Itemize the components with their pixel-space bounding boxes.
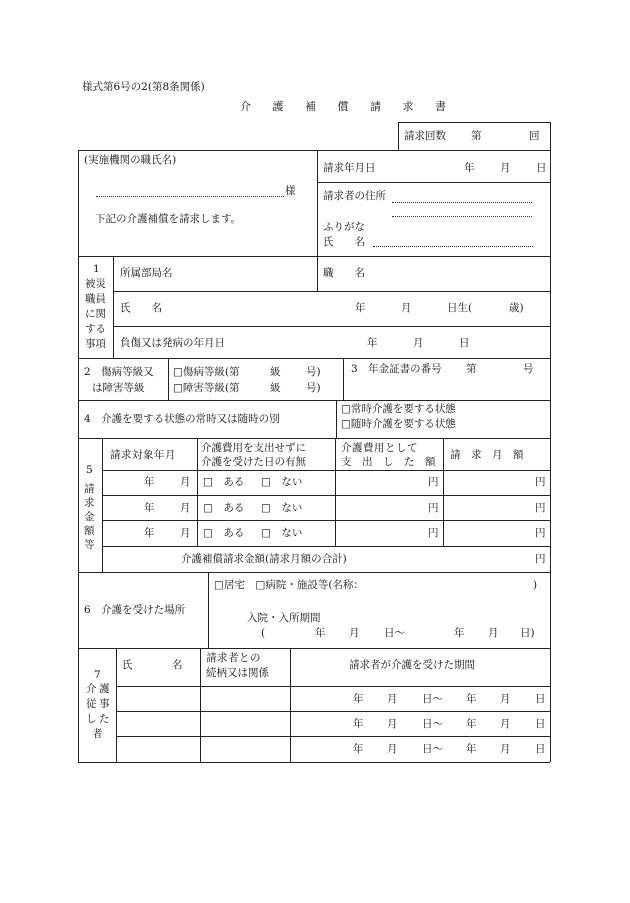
s5-head-flag-2: 介護を受けた日の有無 (201, 456, 306, 468)
claim-date-label: 請求年月日 (323, 162, 376, 174)
s7-head-rel-2: 続柄又は関係 (206, 667, 269, 679)
s7-row-day2: 日 (535, 718, 546, 730)
s6-period-day2: 日) (520, 627, 535, 639)
s5-row-yen-paid: 円 (428, 476, 439, 488)
s7-head-period: 請求者が介護を受けた期間 (349, 659, 475, 671)
s5-label-5: 額 (84, 525, 95, 537)
s5-row-year: 年 (144, 527, 155, 539)
claim-date-month: 月 (500, 162, 511, 174)
birth-year: 年 (355, 302, 366, 314)
s7-head-name: 氏 名 (122, 659, 185, 671)
s5-row-month: 月 (180, 502, 191, 514)
s5-row-aru: □ ある (203, 527, 245, 539)
claim-date-year: 年 (464, 162, 475, 174)
s5-row-yen-paid: 円 (428, 502, 439, 514)
applicant-furigana: ふりがな (323, 221, 365, 233)
s5-head-month: 請求対象年月 (110, 449, 176, 461)
s2-opt1: □傷病等級(第 (173, 366, 240, 378)
s1-label-1: 1 (93, 263, 100, 275)
s5-row-yen-claim: 円 (535, 502, 546, 514)
s5-row-year: 年 (144, 502, 155, 514)
s7-row-year: 年 (353, 743, 364, 755)
s2-label-1: 2 傷病等級又 (84, 366, 154, 378)
s3-go: 号 (523, 363, 534, 375)
s5-row-aru: □ ある (203, 476, 245, 488)
s7-row-month2: 月 (500, 693, 511, 705)
s5-head-flag-1: 介護費用を支出せずに (201, 442, 306, 454)
s6-options-close: ) (533, 579, 538, 591)
s2-opt2-kyu: 級 (270, 382, 281, 394)
s5-row-year: 年 (144, 476, 155, 488)
s7-row-month: 月 (387, 743, 398, 755)
s5-total-label: 介護補償請求金額(請求月額の合計) (181, 553, 347, 565)
s5-label-1: 5 (86, 464, 93, 476)
s5-row-nai: □ ない (261, 502, 303, 514)
claim-date-day: 日 (536, 162, 547, 174)
s7-row-year2: 年 (466, 718, 477, 730)
s2-opt2-go: 号) (306, 382, 321, 394)
s1-label-2: 被災 (85, 278, 106, 290)
s7-row-year2: 年 (466, 693, 477, 705)
s7-label-6: し (86, 713, 97, 725)
addressee-label: (実施機関の職氏名) (84, 154, 177, 166)
s7-row-day: 日〜 (422, 718, 443, 730)
s7-row-month2: 月 (500, 718, 511, 730)
s5-head-paid-2: 支 出 し た 額 (341, 456, 436, 468)
claim-count-label: 請求回数 (404, 130, 446, 142)
injury-day: 日 (459, 337, 470, 349)
s7-label-8: 者 (92, 728, 103, 740)
s4-label: 4 介護を要する状態の常時又は随時の別 (84, 413, 280, 425)
s1-label-4: に関 (85, 308, 106, 320)
s7-row-month: 月 (387, 693, 398, 705)
s7-head-rel-1: 請求者との (206, 652, 261, 664)
s5-row-month: 月 (180, 476, 191, 488)
injury-year: 年 (367, 337, 378, 349)
s7-row-year2: 年 (466, 743, 477, 755)
s7-label-2: 介 (86, 683, 97, 695)
s5-head-claim: 請 求 月 額 (450, 449, 524, 461)
applicant-name-label: 氏 名 (323, 236, 365, 248)
s4-opt2: □随時介護を要する状態 (341, 418, 456, 430)
s7-row-day: 日〜 (422, 693, 443, 705)
s5-label-3: 求 (84, 497, 95, 509)
s5-label-4: 金 (84, 511, 95, 523)
s5-row-yen-paid: 円 (428, 527, 439, 539)
s1-label-6: 事項 (85, 338, 106, 350)
s7-row-month: 月 (387, 718, 398, 730)
claim-count-dai: 第 (471, 130, 482, 142)
s1-label-5: する (85, 323, 106, 335)
post-label: 職 名 (323, 267, 365, 279)
claim-statement: 下記の介護補償を請求します。 (95, 213, 242, 225)
s5-label-6: 等 (84, 539, 95, 551)
form-number: 様式第6号の2(第8条関係) (82, 81, 205, 93)
s7-row-year: 年 (353, 693, 364, 705)
s3-dai: 第 (466, 363, 477, 375)
s7-row-month2: 月 (500, 743, 511, 755)
age-sai: 歳) (509, 302, 524, 314)
s6-period-month1: 月 (349, 627, 360, 639)
s5-row-nai: □ ない (261, 476, 303, 488)
s5-label-2: 請 (84, 483, 95, 495)
s7-label-1: 7 (94, 669, 101, 681)
s6-period-year1: 年 (315, 627, 326, 639)
s5-row-aru: □ ある (203, 502, 245, 514)
s7-row-day2: 日 (535, 693, 546, 705)
s7-row-day2: 日 (535, 743, 546, 755)
s2-opt2: □障害等級(第 (173, 382, 240, 394)
s5-row-yen-claim: 円 (535, 527, 546, 539)
form-title: 介 護 補 償 請 求 書 (240, 100, 455, 113)
birth-month: 月 (401, 302, 412, 314)
s2-opt1-kyu: 級 (270, 366, 281, 378)
s6-period-year2: 年 (454, 627, 465, 639)
s6-label: 6 介護を受けた場所 (84, 604, 186, 616)
s7-row-day: 日〜 (422, 743, 443, 755)
injury-date-label: 負傷又は発病の年月日 (120, 337, 225, 349)
s7-label-5: 事 (99, 698, 110, 710)
dept-label: 所属部局名 (120, 267, 173, 279)
birth-day: 日生( (447, 302, 473, 314)
s3-label: 3 年金証書の番号 (351, 363, 442, 375)
s7-label-3: 護 (99, 683, 110, 695)
victim-name-label: 氏 名 (120, 302, 162, 314)
s6-options: □居宅 □病院・施設等(名称： (214, 579, 364, 591)
s7-row-year: 年 (353, 718, 364, 730)
s5-row-yen-claim: 円 (535, 476, 546, 488)
s7-label-4: 従 (86, 698, 97, 710)
s5-total-yen: 円 (535, 553, 546, 565)
injury-month: 月 (413, 337, 424, 349)
s4-opt1: □常時介護を要する状態 (341, 403, 456, 415)
s5-row-nai: □ ない (261, 527, 303, 539)
s5-head-paid-1: 介護費用として (341, 442, 418, 454)
s1-label-3: 職員 (85, 293, 106, 305)
s2-label-2: は障害等級 (92, 382, 145, 394)
s6-period-day1: 日〜 (384, 627, 405, 639)
s6-period-open: ( (261, 627, 266, 639)
s7-label-7: た (99, 713, 110, 725)
s6-period-label: 入院・入所期間 (247, 612, 321, 624)
s6-period-month2: 月 (488, 627, 499, 639)
s2-opt1-go: 号) (306, 366, 321, 378)
addressee-sama: 様 (285, 185, 296, 197)
claim-count-kai: 回 (529, 130, 540, 142)
s5-row-month: 月 (180, 527, 191, 539)
applicant-address-label: 請求者の住所 (323, 190, 386, 202)
